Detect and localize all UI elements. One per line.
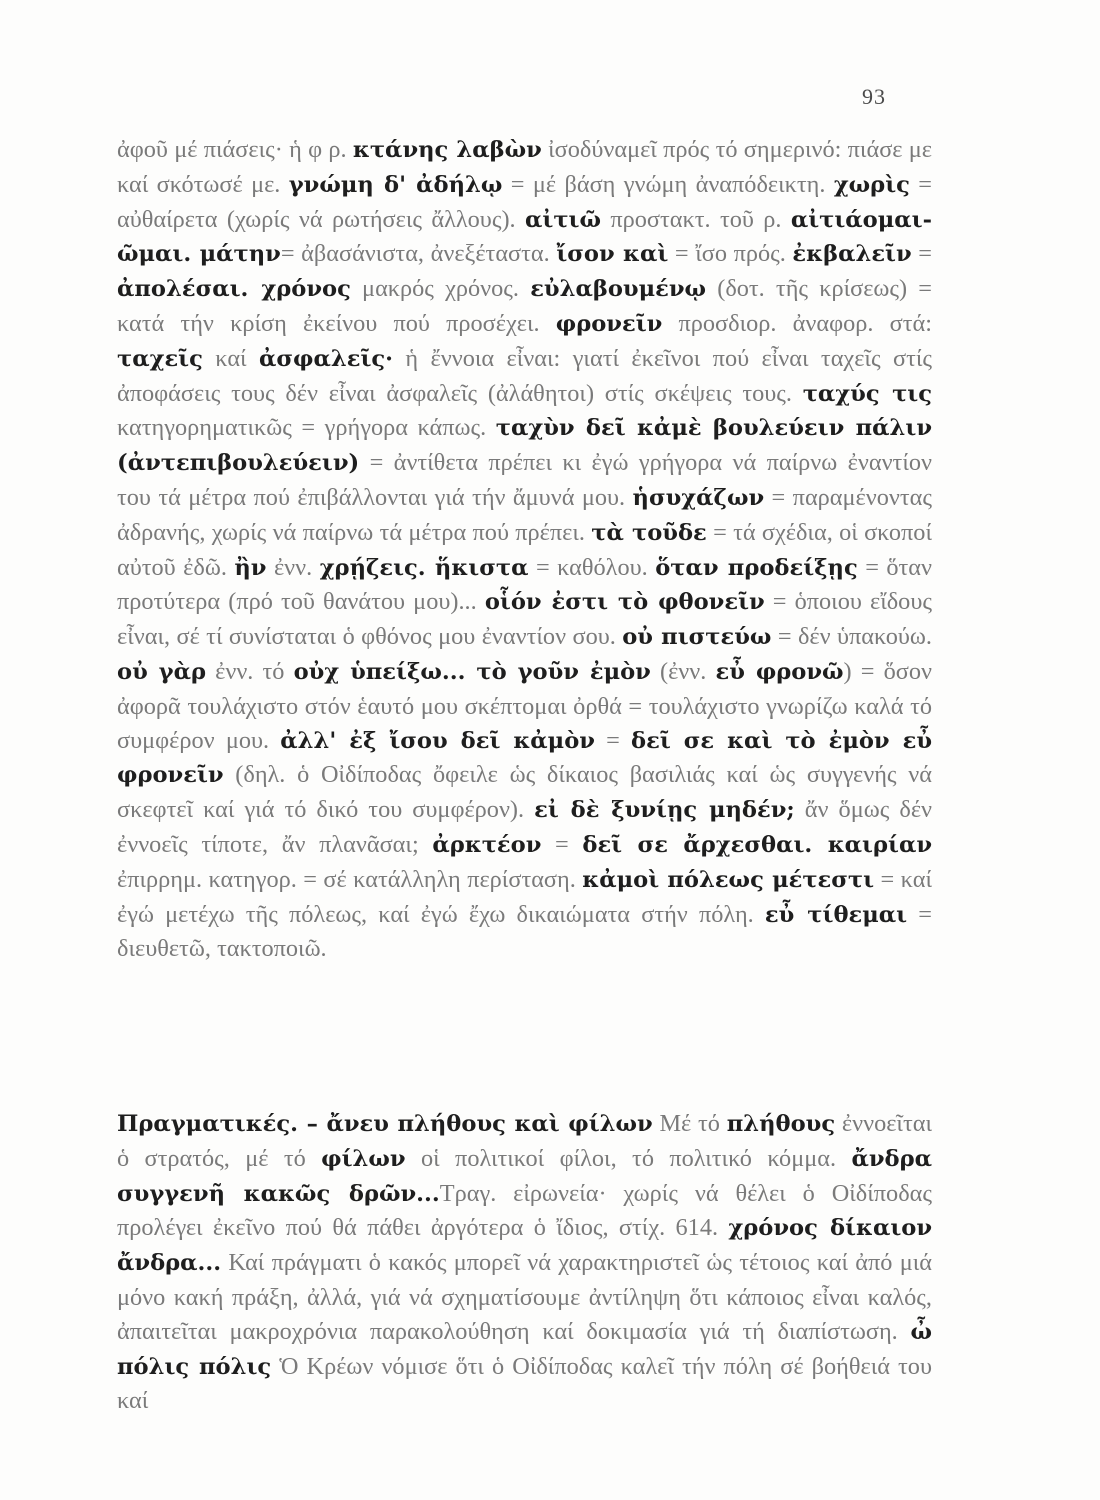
lemma-text: πλήθους — [726, 1111, 836, 1137]
lemma-text: οὐ γὰρ — [117, 658, 206, 685]
gloss-text: οἱ πολιτικοί φίλοι, τό πολιτικό κόμμα. — [405, 1144, 852, 1172]
lemma-text: χρῄζεις. ἥκιστα — [319, 554, 529, 581]
gloss-text: = — [594, 726, 632, 754]
lemma-text: φρονεῖν — [555, 310, 663, 337]
lemma-text: δεῖ σε ἄρχεσθαι. καιρίαν — [582, 831, 933, 858]
gloss-text: μακρός χρόνος. — [350, 275, 531, 303]
gloss-text: = — [911, 240, 932, 268]
gloss-text: ἐννοεῖται ὁ στρατός, μέ τό — [117, 1110, 932, 1172]
lemma-text: ταχεῖς — [117, 345, 203, 372]
lemma-text: ταχὺν δεῖ κἀμὲ βουλεύειν πάλιν (ἀντεπιβουλεύειν) — [117, 415, 932, 477]
gloss-text: = ἀντίθετα πρέπει κι ἐγώ γρήγορα νά παίρνω ἐναντίον του τά μέτρα πού ἐπιβάλλονται γιά τήν ἄμυνά μου. — [117, 449, 932, 511]
lemma-text: δεῖ σε καὶ τὸ ἐμὸν εὖ φρονεῖν — [117, 727, 932, 789]
gloss-text: προσδιορ. ἀναφορ. στά: — [662, 309, 932, 337]
lemma-text: αἰτιάομαι-ῶμαι. μάτην — [117, 206, 932, 268]
commentary-paragraph-2 — [117, 1107, 932, 1418]
gloss-text: = — [541, 830, 583, 858]
lemma-text: οἷόν ἐστι τὸ φθονεῖν — [484, 589, 765, 616]
lemma-text: τὰ τοῦδε — [591, 519, 707, 546]
lemma-text: χωρὶς — [833, 171, 910, 198]
gloss-text: ἐπιρρημ. κατηγορ. = σέ κατάλληλη περίσταση. — [117, 865, 583, 893]
lemma-text: ἄνδρα συγγενῆ κακῶς δρῶν... — [117, 1145, 932, 1207]
gloss-text: = ἴσο πρός. — [668, 240, 793, 268]
gloss-text: = καί ἐγώ μετέχω τῆς πόλεως, καί ἐγώ ἔχω δικαιώματα στήν πόλη. — [117, 865, 932, 928]
lemma-text: ἡσυχάζων — [632, 484, 765, 511]
lemma-text: ἢν — [234, 554, 267, 581]
lemma-text: οὐχ ὑπείξω... τὸ γοῦν ἐμὸν — [293, 658, 651, 685]
lemma-text: εὖ φρονῶ — [715, 658, 844, 685]
gloss-text: = αὐθαίρετα (χωρίς νά ρωτήσεις ἄλλους). — [117, 170, 932, 233]
lemma-text: χρόνος δίκαιον ἄνδρα... — [117, 1215, 933, 1277]
lemma-text: κἀμοὶ πόλεως μέτεστι — [582, 866, 875, 893]
gloss-text: = διευθετῶ, τακτοποιῶ. — [117, 900, 932, 963]
gloss-text: προστακτ. τοῦ ρ. — [600, 205, 791, 233]
lemma-text: ἀπολέσαι. χρόνος — [117, 276, 351, 303]
lemma-text: αἰτιῶ — [525, 206, 601, 233]
lemma-text: εἰ δὲ ξυνίῃς μηδέν; — [534, 797, 795, 824]
gloss-text: ἰσοδύναμεῖ πρός τό σημερινό: πιάσε με καί σκότωσέ με. — [117, 136, 933, 198]
gloss-text: = καθόλου. — [528, 553, 656, 581]
lemma-text: φίλων — [321, 1145, 406, 1172]
lemma-text: ἴσον καὶ — [556, 241, 669, 268]
gloss-text: = ὅταν προτύτερα (πρό τοῦ θανάτου μου)... — [117, 553, 933, 616]
lemma-text: ἐκβαλεῖν — [792, 241, 912, 268]
page-number: 93 — [862, 84, 886, 109]
commentary-paragraph-1 — [117, 133, 932, 966]
gloss-text: ἡ ἔννοια εἶναι: γιατί ἐκεῖνοι πού εἶναι ταχεῖς στίς ἀποφάσεις τους δέν εἶναι ἀσφαλεῖς (ἀλάθητοι) στίς σκέψεις τους. — [117, 344, 932, 407]
gloss-text: = ἀβασάνιστα, ἀνεξέταστα. — [280, 240, 557, 268]
gloss-text: (ἐνν. — [650, 657, 716, 685]
gloss-text: Ὁ Κρέων νόμισε ὅτι ὁ Οἰδίποδας καλεῖ τήν πόλη σέ βοήθειά του καί — [117, 1352, 932, 1415]
lemma-text: ἀσφαλεῖς· — [259, 345, 394, 372]
gloss-text: = παραμένοντας ἀδρανής, χωρίς νά παίρνω τά μέτρα πού πρέπει. — [117, 483, 932, 546]
lemma-text: ὦ πόλις πόλις — [117, 1318, 932, 1380]
gloss-text: ἄν ὅμως δέν ἐννοεῖς τίποτε, ἄν πλανᾶσαι; — [117, 796, 933, 858]
lemma-text: κτάνης λαβὼν — [352, 137, 542, 163]
lemma-text: γνώμη δ' ἀδήλῳ — [288, 171, 503, 198]
gloss-text: (δηλ. ὁ Οἰδίποδας ὄφειλε ὡς δίκαιος βασιλιάς καί ὡς συγγενής νά σκεφτεῖ καί γιά τό δικό του συμφέρον). — [117, 761, 932, 824]
gloss-text: = ὁποιου εἴδους εἶναι, σέ τί συνίσταται ὁ φθόνος μου ἐναντίον σου. — [117, 588, 932, 651]
gloss-text: ἀφοῦ μέ πιάσεις· ἡ φ ρ. — [117, 136, 353, 163]
lemma-text: οὐ πιστεύω — [622, 624, 772, 651]
gloss-text: = τά σχέδια, οἱ σκοποί αὐτοῦ ἐδῶ. — [117, 518, 932, 581]
gloss-text: = μέ βάση γνώμη ἀναπόδεικτη. — [502, 170, 834, 198]
lemma-text: Πραγματικές. – ἄνευ πλήθους καὶ φίλων — [117, 1111, 653, 1137]
lemma-text: ταχύς τις — [802, 380, 932, 407]
gloss-text: Μέ τό — [652, 1110, 727, 1137]
gloss-text: Καί πράγματι ὁ κακός μπορεῖ νά χαρακτηριστεῖ ὡς τέτοιος καί ἀπό μιά μόνο κακή πράξη, ἀλλά, γιά νά σχηματίσουμε ἀντίληψη ὅτι κάποιος εἶναι καλός, ἀπαιτεῖται μακροχρόνια παρακολούθηση καί δοκιμασία γιά τή διαπίστωση. — [117, 1249, 932, 1345]
gloss-text: (δοτ. τῆς κρίσεως) = κατά τήν κρίση ἐκείνου πού προσέχει. — [117, 275, 932, 337]
lemma-text: ἀλλ' ἐξ ἴσου δεῖ κἀμὸν — [280, 727, 595, 754]
gloss-text: καί — [202, 344, 259, 372]
lemma-text: εὐλαβουμένῳ — [530, 276, 707, 303]
gloss-text: ) = ὅσον ἀφορᾶ τουλάχιστο στόν ἑαυτό μου σκέπτομαι ὀρθά = τουλάχιστο γνωρίζω καλά τό συμφέρον μου. — [117, 657, 932, 754]
gloss-text: = δέν ὑπακούω. — [771, 623, 932, 651]
gloss-text: ἐνν. τό — [206, 657, 294, 685]
lemma-text: εὖ τίθεμαι — [764, 901, 908, 928]
gloss-text: κατηγορηματικῶς = γρήγορα κάπως. — [117, 414, 496, 442]
lemma-text: ὅταν προδείξῃς — [655, 554, 858, 581]
lemma-text: ἀρκτέον — [432, 831, 542, 858]
gloss-text: Τραγ. εἰρωνεία· χωρίς νά θέλει ὁ Οἰδίποδας προλέγει ἐκεῖνο πού θά πάθει ἀργότερα ὁ ἴδιος, στίχ. 614. — [117, 1179, 932, 1242]
gloss-text: ἐνν. — [266, 553, 320, 581]
